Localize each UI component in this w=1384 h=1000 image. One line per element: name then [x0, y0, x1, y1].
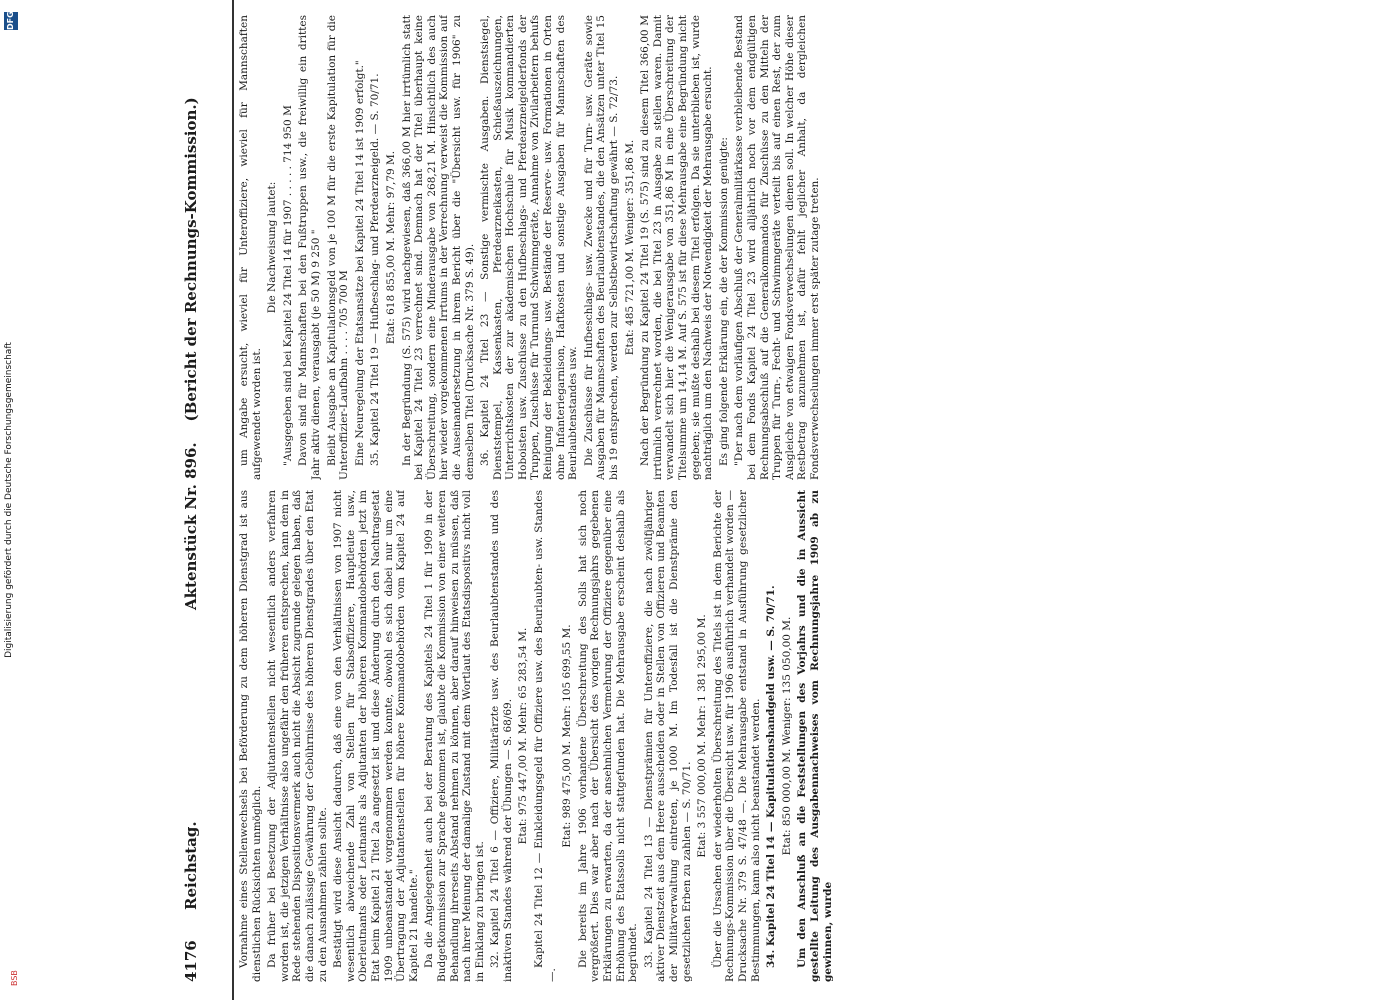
section-heading: 35. Kapitel 24 Titel 19 — Hufbeschlag- und Pferdearzneigeld. — S. 70/71. [369, 73, 382, 466]
header-left-title: Reichstag. [182, 821, 200, 910]
library-margin-note [10, 966, 19, 986]
dfg-logo [4, 12, 18, 30]
credit-text: Digitalisierung gefördert durch die Deutsche Forschungsgemeinschaft [4, 342, 14, 658]
paragraph: Die Nachweisung lautet: [266, 181, 279, 314]
paragraph: Da früher bei Besetzung der Adjutantenstellen nicht wesentlich anders verfahren worden ist, die jetzigen Verhältnisse also ungefähr den früheren entsprechen, kann dem in Rede stehenden Dispositionsvermerk auch nicht die Absicht zugrunde gelegen haben, daß die danach zulässige Gewährung der Gebührnisse des höheren Dienstgrades über den Etat zu den Ausnahmen zählen sollte. [266, 490, 329, 982]
paragraph: In der Begründung (S. 575) wird nachgewiesen, daß 366,00 M hier irrtümlich statt bei Kapitel 24 Titel 23 verrechnet sind. Demnach hat der Titel überhaupt keine Überschreitung, sondern eine Minderausgabe von 268,21 M. Hinsichtlich des auch hier wieder vorgekommenen Irrtums in der Verrechnung verweist die Kommission auf die Auseinandersetzung in ihrem Bericht über die "Übersicht usw. für 1906" zu demselben Titel (Drucksache Nr. 379 S. 49). [400, 15, 476, 480]
right-column [238, 15, 1378, 480]
ledger-line: Davon sind für Mannschaften bei den Fußtruppen usw., die freiwillig ein drittes Jahr aktiv dienen, verausgabt (je 50 M) 9 250 " [297, 15, 322, 480]
budget-line: Etat: 850 000,00 M. Weniger: 135 050,00 M. [780, 616, 793, 856]
page-header [160, 0, 230, 1000]
budget-line: Etat: 485 721,00 M. Weniger: 351,86 M. [623, 139, 636, 356]
header-right [182, 10, 200, 610]
paragraph: um Angabe ersucht, wieviel für Unteroffiziere, wieviel für Mannschaften aufgewendet worden ist. [238, 15, 263, 480]
paragraph: Die Zuschüsse für Hufbeschlags- usw. Zwecke und für Turn- usw. Geräte sowie Ausgaben für Mannschaften des Beurlaubtenstandes, die den Ansätzen unter Titel 15 bis 19 entsprechen, werden zur Selbstbewirtschaftung gewährt — S. 72/73. [582, 15, 621, 480]
ledger-line: Bleibt Ausgabe an Kapitulationsgeld von je 100 M für die erste Kapitulation für die Unteroffizier-Laufbahn . . . . 705 700 M [325, 15, 351, 480]
budget-line: Etat: 989 475,00 M. Mehr: 105 699,55 M. [561, 624, 574, 848]
budget-line: Etat: 618 855,00 M. Mehr: 97,79 M. [384, 150, 397, 345]
header-right-title: (Bericht der Rechnungs-Kommission.) [182, 97, 200, 422]
budget-line: Etat: 3 557 000,00 M. Mehr: 1 381 295,00 M. [696, 614, 709, 858]
paragraph: Über die Ursachen der wiederholten Überschreitung des Titels ist in dem Berichte der Rechnungs-Kommission über die Übersicht usw. für 1906 ausführlich verhandelt worden — Drucksache Nr. 379 S. 47/48 —. Die Mehrausgabe entstand in Ausführung gesetzlicher Bestimmungen, kann also nicht beanstandet werden. [711, 490, 762, 982]
header-line [160, 0, 230, 1000]
paragraph: Nach der Begründung zu Kapitel 24 Titel 19 (S. 575) sind zu diesem Titel 366,00 M irrtümlich verrechnet worden, die bei Titel 23 in Ausgabe zu stellen waren. Damit verwandelt sich hier die Wenigerausgabe von 351,86 M in eine Überschreitung der Titelsumme um 14,14 M. Auf S. 575 ist für diese Mehrausgabe eine Begründung nicht gegeben; sie mußte deshalb bei diesem Titel erfolgen. Da sie unterblieben ist, wurde nachträglich um den Nachweis der Notwendigkeit der Mehrausgabe ersucht. [639, 15, 715, 480]
ledger-line: "Ausgegeben sind bei Kapitel 24 Titel 14 für 1907 . . . . . 714 950 M [281, 105, 294, 466]
paragraph: Eine Neuregelung der Etatsansätze bei Kapitel 24 Titel 14 ist 1909 erfolgt." [353, 60, 366, 466]
paragraph: Es ging folgende Erklärung ein, die der Kommission genügte: [717, 137, 730, 466]
section-heading: 33. Kapitel 24 Titel 13 — Dienstprämien für Unteroffiziere, die nach zwölfjähriger aktiver Dienstzeit aus dem Heere ausscheiden oder in Stellen von Offizieren und Beamten der Militärverwaltung eintreten, je 1000 M. Im Todesfall ist die Dienstprämie den gesetzlichen Erben zu zahlen — S. 70/71. [642, 490, 693, 982]
budget-line: Etat: 975 447,00 M. Mehr: 65 283,54 M. [517, 627, 530, 845]
header-rule [232, 0, 234, 1000]
section-heading: Kapitel 24 Titel 12 — Einkleidungsgeld für Offiziere usw. des Beurlaubten- usw. Standes —. [533, 490, 558, 982]
section-heading: 32. Kapitel 24 Titel 6 — Offiziere, Militärärzte usw. des Beurlaubtenstandes und des inaktiven Standes während der Übungen — S. 68/69. [489, 490, 514, 982]
paragraph: Die bereits im Jahre 1906 vorhandene Überschreitung des Solls hat sich noch vergrößert. Dies war aber nach der Übersicht des vorigen Rechnungsjahrs gegebenen Erklärungen zu erwarten, da der ansehnlichen Vermehrung der Offiziere gegenüber eine Erhöhung des Etatssolls nicht stattgefunden hat. Die Mehrausgabe erscheint deshalb als begründet. [576, 490, 640, 982]
dfg-logo-text: DFG [6, 11, 15, 30]
paragraph: Bestätigt wird diese Ansicht dadurch, daß eine von den Verhältnissen von 1907 nicht wesentlich abweichende Zahl von Stellen für Stabsoffiziere, Hauptleute usw., Oberleutnants oder Leutnants als Adjutanten der höheren Kommandobehörden jetzt im Etat beim Kapitel 21 Titel 2a angesetzt ist und diese Änderung durch den Nachtragsetat 1909 unbeanstandet vorgenommen werden konnte, obwohl es sich dabei nur um eine Übertragung der Adjutantenstellen für höhere Kommandobehörden vom Kapitel 24 auf Kapitel 21 handelte." [332, 490, 420, 982]
digitization-credit [4, 0, 14, 1000]
left-column [238, 490, 1378, 982]
page-number: 4176 [182, 940, 200, 982]
paragraph: Vornahme eines Stellenwechsels bei Beförderung zu dem höheren Dienstgrad ist aus dienstlichen Rücksichten unmöglich. [238, 490, 263, 982]
header-center-title: Aktenstück Nr. 896. [182, 442, 200, 610]
section-heading: 36. Kapitel 24 Titel 23 — Sonstige vermischte Ausgaben. Dienstsiegel, Dienststempel, Kassenkasten, Pferdearzneikasten, Schießauszeichnungen, Unterrichtskosten der zur akademischen Hochschule für Musik kommandierten Hoboisten usw. Zuschüsse zu den Hufbeschlags- und Pferdearzneigelderfonds der Truppen, Zuschüsse für Turnund Schwimmgeräte, Annahme von Zivilarbeitern behufs Reinigung der Bekleidungs- usw. Bestände der Reserve- usw. Formationen in Orten ohne Infanteriegarnison, Haftkosten und sonstige Ausgaben für Mannschaften des Beurlaubtenstandes usw. [479, 15, 580, 480]
paragraph: "Der nach dem vorläufigen Abschluß der Generalmilitärkasse verbleibende Bestand bei dem Fonds Kapitel 24 Titel 23 wird alljährlich noch vor dem endgültigen Rechnungsabschluß auf die Generalkommandos für Zuschüsse zu den Mitteln der Truppen für Turn-, Fecht- und Schwimmgeräte verteilt bis auf einen Rest, der zum Ausgleiche von etwaigen Fondsverwechselungen dienen soll. In welcher Höhe dieser Restbetrag anzunehmen ist, dafür fehlt jeglicher Anhalt, da dergleichen Fondsverwechselungen immer erst später zutage treten. [733, 15, 821, 480]
margin-note-text: BSB [10, 970, 19, 986]
paragraph: Da die Angelegenheit auch bei der Beratung des Kapitels 24 Titel 1 für 1909 in der Budgetkommission zur Sprache gekommen ist, glaubte die Kommission von einer weiteren Behandlung ihrerseits Abstand nehmen zu können, aber darauf hinweisen zu müssen, daß nach ihrer Meinung der damalige Zustand mit dem Wortlaut des Etatsdispositivs nicht voll in Einklang zu bringen ist. [423, 490, 486, 982]
section-heading: 34. Kapitel 24 Titel 14 — Kapitulationshandgeld usw. — S. 70/71. [765, 585, 778, 968]
paragraph: Um den Anschluß an die Feststellungen des Vorjahrs und die in Aussicht gestellte Leitung des Ausgabennachweises vom Rechnungsjahre 1909 ab zu gewinnen, wurde [796, 490, 834, 982]
